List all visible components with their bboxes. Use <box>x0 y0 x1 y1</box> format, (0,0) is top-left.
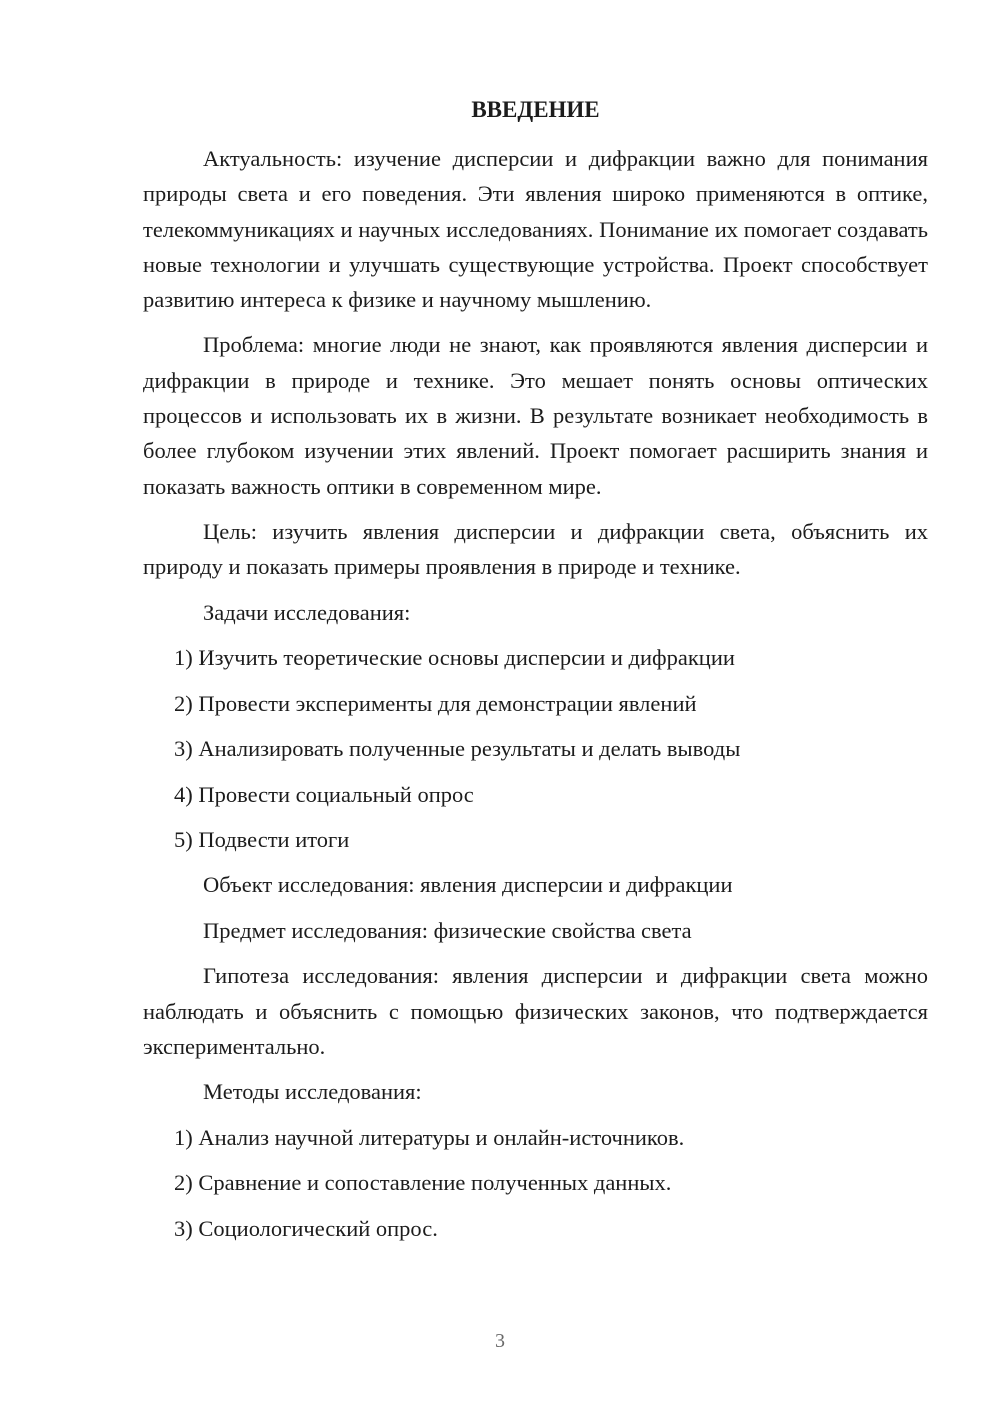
research-subject: Предмет исследования: физические свойства света <box>203 917 692 943</box>
task-item: 3) Анализировать полученные результаты и делать выводы <box>174 736 741 762</box>
research-object: Объект исследования: явления дисперсии и дифракции <box>203 872 733 898</box>
method-item: 2) Сравнение и сопоставление полученных данных. <box>174 1170 672 1196</box>
hypothesis-paragraph: Гипотеза исследования: явления дисперсии и дифракции света можно наблюдать и объяснить с помощью физических законов, что подтверждается экспериментально. <box>143 963 928 1060</box>
page-number: 3 <box>495 1330 505 1352</box>
task-item: 1) Изучить теоретические основы дисперсии и дифракции <box>174 645 735 671</box>
methods-heading: Методы исследования: <box>203 1079 422 1105</box>
document-page <box>143 92 928 1256</box>
task-item: 2) Провести эксперименты для демонстрации явлений <box>174 690 697 716</box>
method-item: 3) Социологический опрос. <box>174 1215 438 1241</box>
task-item: 4) Провести социальный опрос <box>174 781 474 807</box>
problem-paragraph: Проблема: многие люди не знают, как проявляются явления дисперсии и дифракции в природе и технике. Это мешает понять основы оптических процессов и использовать их в жизни. В результате возникает необходимость в более глубоком изучении этих явлений. Проект помогает расширить знания и показать важность оптики в современном мире. <box>143 332 928 499</box>
task-item: 5) Подвести итоги <box>174 826 350 852</box>
goal-paragraph: Цель: изучить явления дисперсии и дифракции света, объяснить их природу и показать примеры проявления в природе и технике. <box>143 518 928 580</box>
tasks-heading: Задачи исследования: <box>203 599 411 625</box>
section-title: ВВЕДЕНИЕ <box>471 97 600 122</box>
method-item: 1) Анализ научной литературы и онлайн-источников. <box>174 1124 685 1150</box>
relevance-paragraph: Актуальность: изучение дисперсии и дифракции важно для понимания природы света и его поведения. Эти явления широко применяются в оптике, телекоммуникациях и научных исследованиях. Понимание их помогает создавать новые технологии и улучшать существующие устройства. Проект способствует развитию интереса к физике и научному мышлению. <box>143 146 928 313</box>
